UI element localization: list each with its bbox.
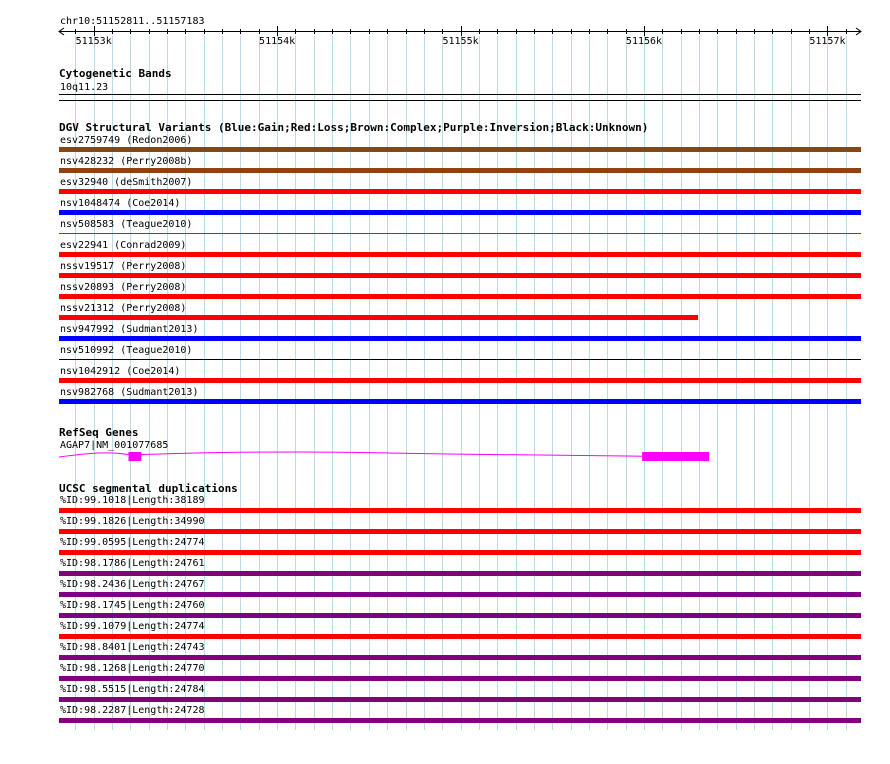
segdup-feature-bar[interactable] [59, 634, 861, 639]
dgv-feature-label: nsv508583 (Teague2010) [60, 219, 193, 230]
dgv-feature-label: nssv21312 (Perry2008) [60, 303, 187, 314]
segdup-feature-label: %ID:98.8401|Length:24743 [60, 642, 205, 653]
segdup-feature-bar[interactable] [59, 613, 861, 618]
dgv-feature-bar[interactable] [59, 210, 861, 215]
segdup-feature-label: %ID:98.2287|Length:24728 [60, 705, 205, 716]
segdup-feature-bar[interactable] [59, 718, 861, 723]
dgv-feature[interactable] [59, 303, 698, 320]
gene-model[interactable] [59, 452, 709, 461]
dgv-feature-bar[interactable] [59, 252, 861, 257]
segdup-feature-label: %ID:98.1268|Length:24770 [60, 663, 205, 674]
dgv-feature[interactable] [59, 261, 861, 278]
segdup-feature[interactable] [59, 684, 861, 702]
segdup-feature[interactable] [59, 642, 861, 660]
dgv-feature-label: nsv428232 (Perry2008b) [60, 156, 193, 167]
dgv-feature-bar[interactable] [59, 233, 861, 234]
region-label: chr10:51152811..51157183 [60, 16, 205, 27]
dgv-feature-label: esv22941 (Conrad2009) [60, 240, 187, 251]
dgv-feature[interactable] [59, 282, 861, 299]
dgv-feature[interactable] [59, 366, 861, 383]
segdup-feature-bar[interactable] [59, 655, 861, 660]
dgv-feature-bar[interactable] [59, 273, 861, 278]
dgv-feature-label: nssv20893 (Perry2008) [60, 282, 187, 293]
segdup-feature[interactable] [59, 558, 861, 576]
ruler-tick-label: 51156k [625, 36, 663, 47]
segdup-feature-label: %ID:98.1745|Length:24760 [60, 600, 205, 611]
gene-label[interactable]: AGAP7|NM_001077685 [60, 440, 169, 451]
dgv-feature[interactable] [59, 177, 861, 194]
dgv-feature-label: nssv19517 (Perry2008) [60, 261, 187, 272]
segdup-feature-bar[interactable] [59, 508, 861, 513]
ruler-ticks [59, 26, 861, 47]
dgv-features [59, 135, 861, 404]
segdup-feature[interactable] [59, 516, 861, 534]
segdup-feature[interactable] [59, 663, 861, 681]
refseq-track-title: RefSeq Genes [59, 426, 139, 439]
dgv-feature-bar[interactable] [59, 378, 861, 383]
dgv-feature-label: nsv1042912 (Coe2014) [60, 366, 181, 377]
dgv-feature[interactable] [59, 135, 861, 152]
segdup-feature-bar[interactable] [59, 697, 861, 702]
dgv-feature-label: esv2759749 (Redon2006) [60, 135, 193, 146]
segdup-track [59, 482, 861, 723]
segdup-feature-label: %ID:99.1079|Length:24774 [60, 621, 205, 632]
ruler [59, 16, 861, 47]
dgv-feature-label: esv32940 (deSmith2007) [60, 177, 193, 188]
segdup-feature-bar[interactable] [59, 550, 861, 555]
segdup-feature[interactable] [59, 621, 861, 639]
dgv-feature-label: nsv510992 (Teague2010) [60, 345, 193, 356]
segdup-track-title: UCSC segmental duplications [59, 482, 238, 495]
segdup-feature-label: %ID:99.1826|Length:34990 [60, 516, 205, 527]
segdup-feature[interactable] [59, 495, 861, 513]
cytoband-track-title: Cytogenetic Bands [59, 67, 172, 80]
segdup-feature-label: %ID:98.1786|Length:24761 [60, 558, 205, 569]
dgv-feature[interactable] [59, 198, 861, 215]
segdup-feature-bar[interactable] [59, 529, 861, 534]
segdup-feature[interactable] [59, 705, 861, 723]
dgv-feature-bar[interactable] [59, 359, 861, 360]
dgv-feature-bar[interactable] [59, 294, 861, 299]
ruler-tick-label: 51155k [442, 36, 479, 47]
ruler-tick-label: 51157k [809, 36, 846, 47]
dgv-feature[interactable] [59, 219, 861, 234]
dgv-feature[interactable] [59, 240, 861, 257]
dgv-feature-bar[interactable] [59, 147, 861, 152]
dgv-feature[interactable] [59, 324, 861, 341]
segdup-feature[interactable] [59, 537, 861, 555]
dgv-feature-label: nsv1048474 (Coe2014) [60, 198, 181, 209]
segdup-features [59, 495, 861, 723]
segdup-feature[interactable] [59, 600, 861, 618]
dgv-feature-label: nsv947992 (Sudmant2013) [60, 324, 199, 335]
dgv-feature[interactable] [59, 387, 861, 404]
segdup-feature-label: %ID:99.0595|Length:24774 [60, 537, 205, 548]
gene-intron-line[interactable] [59, 452, 709, 457]
gene-exon[interactable] [642, 452, 709, 461]
segdup-feature-bar[interactable] [59, 571, 861, 576]
cytoband-track [59, 67, 861, 101]
dgv-track-title: DGV Structural Variants (Blue:Gain;Red:Loss;Brown:Complex;Purple:Inversion;Black:Unknown) [59, 121, 649, 134]
dgv-feature[interactable] [59, 156, 861, 173]
refseq-track [59, 426, 709, 461]
dgv-track [59, 121, 861, 404]
segdup-feature-label: %ID:98.5515|Length:24784 [60, 684, 205, 695]
dgv-feature-label: nsv982768 (Sudmant2013) [60, 387, 199, 398]
dgv-feature-bar[interactable] [59, 399, 861, 404]
segdup-feature-label: %ID:99.1018|Length:38189 [60, 495, 205, 506]
dgv-feature[interactable] [59, 345, 861, 360]
ruler-tick-label: 51154k [259, 36, 296, 47]
dgv-feature-bar[interactable] [59, 315, 698, 320]
dgv-feature-bar[interactable] [59, 168, 861, 173]
cytoband-label: 10q11.23 [60, 82, 109, 93]
gene-exon[interactable] [129, 452, 142, 461]
segdup-feature-label: %ID:98.2436|Length:24767 [60, 579, 205, 590]
ruler-tick-label: 51153k [75, 36, 112, 47]
segdup-feature-bar[interactable] [59, 592, 861, 597]
dgv-feature-bar[interactable] [59, 336, 861, 341]
dgv-feature-bar[interactable] [59, 189, 861, 194]
segdup-feature-bar[interactable] [59, 676, 861, 681]
segdup-feature[interactable] [59, 579, 861, 597]
